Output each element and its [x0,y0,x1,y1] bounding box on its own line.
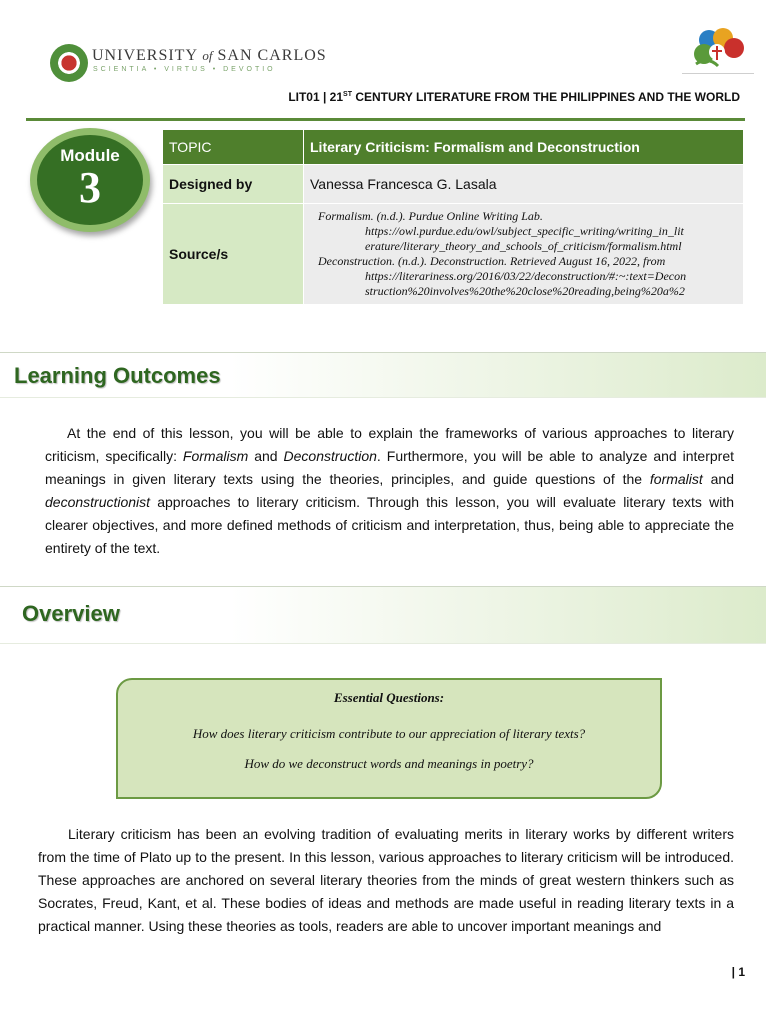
reference-deconstruction: Deconstruction. (n.d.). Deconstruction. Retrieved August 16, 2022, from https://literariness.org/2016/03/22/deconstruction/#:~:text=Decon struction%20involves%20the%20close%20reading,being%20a%2 [318,254,687,298]
designed-by-label: Designed by [163,165,304,204]
header-divider [26,118,745,121]
overview-header [0,586,766,644]
learning-outcomes-header [0,352,766,398]
page-number: | 1 [731,965,745,979]
topic-value: Literary Criticism: Formalism and Deconstruction [304,130,744,165]
essential-question-1: How does literary criticism contribute to our appreciation of literary texts? [192,726,586,741]
logo-underline [682,73,754,74]
essential-question-2: How do we deconstruct words and meanings in poetry? [244,756,534,771]
essential-questions-title: Essential Questions: [333,690,445,705]
module-number: 3 [79,163,101,212]
learning-outcomes-heading: Learning Outcomes [14,363,221,388]
topic-table [162,129,744,305]
university-seal-logo [50,44,88,82]
overview-heading: Overview [22,601,120,626]
module-badge [30,128,150,232]
overview-paragraph: Literary criticism has been an evolving tradition of evaluating merits in literary works by different writers from the time of Plato up to the present. In this lesson, various approaches to literary criticism will be introduced. These approaches are anchored on several literary theories from the minds of great western thinkers such as Socrates, Freud, Kant, et al. These bodies of ideas and methods are made useful in reading literary texts in a practical manner. Using these theories as tools, readers are able to uncover important meanings and [38,826,734,934]
university-name: UNIVERSITY of SAN CARLOS [92,47,327,64]
essential-questions-box [116,678,662,799]
department-logo [682,26,754,76]
module-label: Module [60,146,120,165]
designed-by-value: Vanessa Francesca G. Lasala [304,165,744,204]
topic-label: TOPIC [163,130,304,165]
sources-label: Source/s [163,204,304,305]
learning-outcomes-paragraph: At the end of this lesson, you will be able to explain the frameworks of various approaches to literary criticism, specifically: Formalism and Deconstruction. Furthermore, you will be able to analyze and interpret meanings in given literary texts using the theories, principles, and guide questions of the formalist and deconstructionist approaches to literary criticism. Through this lesson, you will evaluate literary texts with clearer objectives, and more defined methods of criticism and interpretation, thus, being able to appreciate the entirety of the text. [45,425,735,556]
course-title: LIT01 | 21ST CENTURY LITERATURE FROM THE PHILIPPINES AND THE WORLD [288,90,740,104]
reference-formalism: Formalism. (n.d.). Purdue Online Writing Lab. https://owl.purdue.edu/owl/subject_specific_writing/writing_in_lit erature/literary_theory_and_schools_of_criticism/formalism.html [318,209,684,253]
university-motto: SCIENTIA • VIRTUS • DEVOTIO [93,66,276,73]
sources-value [304,204,744,305]
